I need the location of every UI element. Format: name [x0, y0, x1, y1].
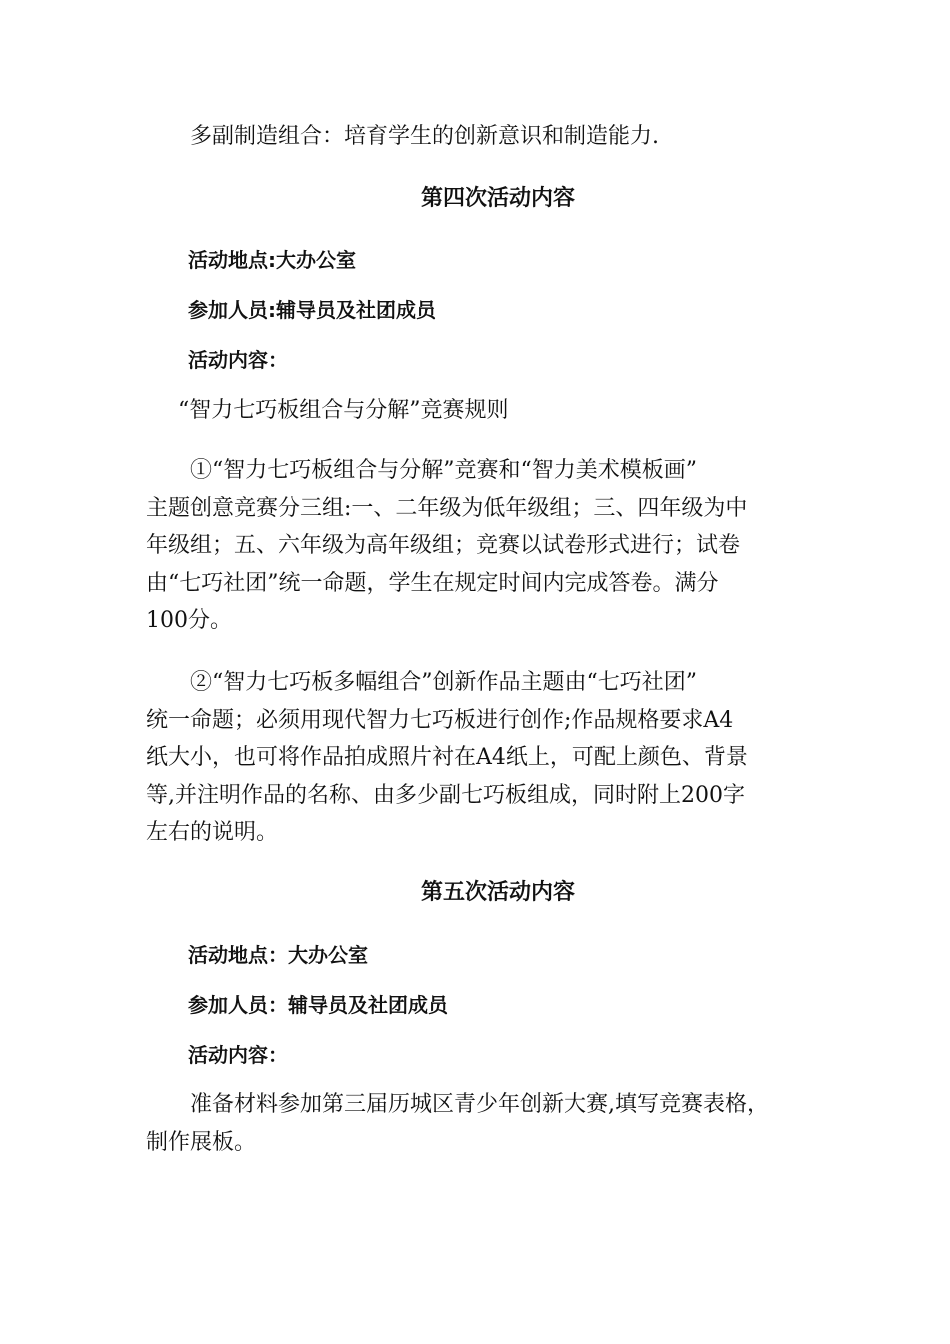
section5-participants: 参加人员：辅导员及社团成员 [188, 993, 448, 1017]
rule1-line: 由“七巧社团”统一命题，学生在规定时间内完成答卷。满分 [146, 570, 719, 596]
section5-body [146, 1086, 836, 1161]
section4-content-label: 活动内容： [188, 348, 288, 372]
section5-body-line: 准备材料参加第三届历城区青少年创新大赛,填写竞赛表格， [190, 1092, 769, 1117]
rule2-line: 纸大小，也可将作品拍成照片衬在A4纸上，可配上颜色、背景 [146, 745, 748, 770]
intro-text: 多副制造组合：培育学生的创新意识和制造能力. [190, 124, 659, 149]
rule-title-text: “智力七巧板组合与分解”竞赛规则 [178, 398, 509, 423]
section5-location: 活动地点：大办公室 [188, 943, 368, 967]
rule1-line: 年级组；五、六年级为高年级组；竞赛以试卷形式进行；试卷 [146, 533, 741, 558]
section4-title: 第四次活动内容 [420, 186, 575, 211]
rule2-line: ②“智力七巧板多幅组合”创新作品主题由“七巧社团” [190, 670, 697, 695]
section4-rule2 [146, 664, 810, 852]
rule2-line: 统一命题；必须用现代智力七巧板进行创作;作品规格要求A4 [146, 707, 734, 733]
section4-participants: 参加人员:辅导员及社团成员 [188, 298, 436, 322]
rule1-line: 100分。 [146, 608, 232, 633]
rule1-line: 主题创意竞赛分三组:一、二年级为低年级组；三、四年级为中 [146, 495, 748, 521]
section4-rule1 [146, 452, 810, 640]
section5-title: 第五次活动内容 [420, 880, 575, 905]
section5-content-label: 活动内容： [188, 1043, 288, 1067]
rule2-line: 左右的说明。 [146, 820, 279, 845]
intro-paragraph [190, 118, 854, 156]
section5-body-line: 制作展板。 [146, 1129, 257, 1155]
section4-rule-title [178, 392, 842, 430]
section4-location: 活动地点:大办公室 [188, 248, 356, 272]
rule1-line: ①“智力七巧板组合与分解”竞赛和“智力美术模板画” [190, 458, 697, 483]
rule2-line: 等,并注明作品的名称、由多少副七巧板组成，同时附上200字 [146, 782, 745, 808]
